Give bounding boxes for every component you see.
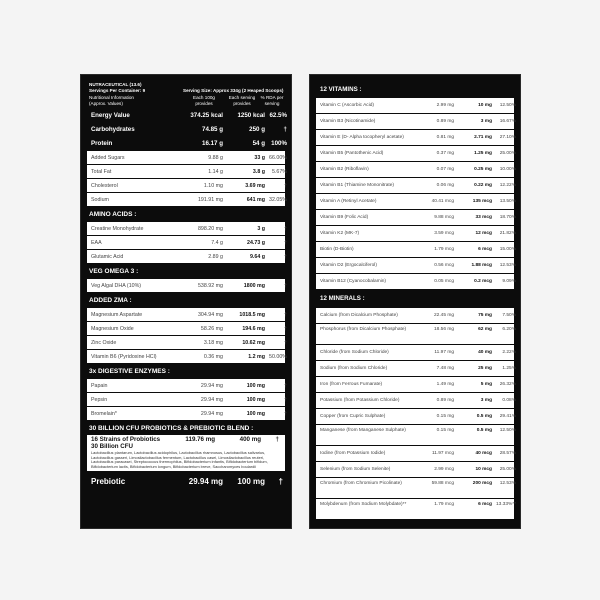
- row-name: Vitamin C (Ascorbic Acid): [320, 103, 375, 108]
- row-name: Vitamin B12 (Cyanocobalamin): [320, 279, 387, 284]
- row-rda: †: [284, 382, 287, 389]
- table-row: [316, 307, 514, 323]
- row-rda: 10.00%: [499, 167, 516, 172]
- row-name: Glutamic Acid: [91, 253, 124, 260]
- table-row: [316, 392, 514, 408]
- table-row: [87, 192, 285, 206]
- row-per-100g: 0.15 mg: [436, 414, 454, 419]
- table-row: [87, 307, 285, 321]
- table-row: [316, 225, 514, 241]
- table-row: [316, 477, 514, 498]
- table-row: [316, 145, 514, 161]
- row-per-100g: 374.25 kcal: [190, 112, 223, 119]
- row-per-serving: 3 mg: [480, 119, 492, 124]
- row-name: Vitamin D2 (Ergocalciferol): [320, 263, 377, 268]
- table-row: [87, 321, 285, 335]
- section-title-vitamins: 12 VITAMINS :: [316, 81, 514, 97]
- row-per-serving: 1800 mg: [243, 282, 265, 289]
- row-per-100g: 11.97 mg: [434, 350, 454, 355]
- row-name: Phosphorus (from Dicalcium Phosphate): [320, 327, 407, 332]
- row-per-100g: 16.17 g: [202, 140, 223, 147]
- row-per-100g: 11.97 mcg: [431, 451, 454, 456]
- row-rda: 29.41%: [499, 414, 516, 419]
- row-rda: 6.20%: [502, 327, 516, 332]
- row-name: Iron (from Ferrous Fumarate): [320, 382, 383, 387]
- row-rda: 2.22%: [502, 350, 516, 355]
- row-rda: 21.82%: [499, 231, 516, 236]
- nutrition-info-label: Nutritional Information (Approx. Values): [89, 95, 134, 106]
- row-per-serving: 12 mcg: [475, 231, 492, 236]
- column-header-per-serving: Each serving provides: [228, 95, 256, 106]
- row-rda: †: [284, 282, 287, 289]
- row-rda: 100%: [271, 140, 287, 147]
- row-per-100g: 3.18 mg: [203, 339, 223, 346]
- row-per-100g: 9.88 mcg: [434, 215, 454, 220]
- row-name: Vitamin B9 (Folic Acid): [320, 215, 369, 220]
- table-row: [316, 177, 514, 193]
- energy-section: [87, 108, 285, 206]
- row-per-100g: 18.56 mg: [433, 327, 454, 332]
- table-row: [87, 108, 285, 122]
- row-rda: 28.57%: [499, 451, 516, 456]
- row-per-serving: 100 mg: [246, 410, 265, 417]
- brand-title: NUTRACEUTICAL (13.6): [89, 82, 142, 87]
- row-per-serving: 100 mg: [246, 396, 265, 403]
- row-name: Selenium (from Sodium Selenite): [320, 467, 391, 472]
- row-per-100g: 2.89 g: [208, 253, 223, 260]
- row-per-100g: 0.56 mcg: [434, 263, 454, 268]
- nutrition-panel-right: [309, 74, 521, 529]
- row-per-serving: 75 mg: [478, 313, 492, 318]
- table-row: [316, 161, 514, 177]
- row-name: Added Sugars: [91, 154, 125, 161]
- row-name: Creatine Monohydrate: [91, 225, 144, 232]
- row-per-100g: 7.48 mg: [436, 366, 454, 371]
- table-row: [87, 349, 285, 363]
- table-row: [316, 241, 514, 257]
- zma-section: [87, 307, 285, 363]
- row-per-serving: 54 g: [252, 140, 265, 147]
- table-row: [316, 323, 514, 344]
- amino-section: [87, 221, 285, 263]
- row-rda: 12.50%: [499, 103, 516, 108]
- row-per-serving: 0.2 mcg: [474, 279, 492, 284]
- row-rda: 1.25%: [502, 366, 516, 371]
- row-per-100g: 0.37 mg: [436, 151, 454, 156]
- row-name: Calcium (from Dicalcium Phosphate): [320, 313, 398, 318]
- row-name: Zinc Oxide: [91, 339, 117, 346]
- probiotics-v3: †: [275, 436, 279, 443]
- row-name: Total Fat: [91, 168, 112, 175]
- table-row: [87, 178, 285, 192]
- section-title-probiotics: 30 BILLION CFU PROBIOTICS & PREBIOTIC BLEND :: [87, 420, 285, 435]
- row-per-serving: 100 mg: [246, 382, 265, 389]
- row-per-serving: 62 mg: [478, 327, 492, 332]
- row-rda: †: [284, 396, 287, 403]
- row-per-100g: 0.07 mg: [436, 167, 454, 172]
- row-rda: †: [284, 253, 287, 260]
- row-name: Iodine (from Potassium Iodide): [320, 451, 386, 456]
- row-rda: 16.67%: [499, 119, 516, 124]
- row-rda: †: [284, 225, 287, 232]
- row-per-100g: 0.89 mg: [436, 119, 454, 124]
- row-name: Sodium: [91, 196, 109, 203]
- table-row: [316, 344, 514, 360]
- table-row: [316, 97, 514, 113]
- nutrition-panel-left: [80, 74, 292, 529]
- row-rda: 0.08%: [502, 398, 516, 403]
- row-per-100g: 0.05 mcg: [434, 279, 454, 284]
- table-row: [316, 461, 514, 477]
- row-per-serving: 200 mcg: [472, 481, 492, 486]
- row-per-100g: 29.94 mg: [200, 396, 223, 403]
- table-row: [316, 257, 514, 273]
- table-row: [316, 113, 514, 129]
- omega-section: [87, 278, 285, 292]
- row-per-100g: 0.89 mg: [436, 398, 454, 403]
- row-rda: 12.53%: [499, 263, 516, 268]
- probiotics-strain-list: Lactobacillus plantarum, Lactobacillus acidophilus, Lactobacillus rhamnosus, Lactobacillus salivarius, Lactobacillus gasseri, Limosilactobacillus fermentum, Lactobacillus casei, Limosilactobacillus reuteri, Lactobacillus paracasei, Streptococcus thermophilus, Bifidobacterium infantis, Bifidobacterium bifidum, Bifidobacterium lactis, Bifidobacterium longum, Bifidobacterium breve, Saccharomyces boulardii: [91, 450, 268, 469]
- row-per-100g: 2.99 mcg: [434, 467, 454, 472]
- prebiotic-row: [87, 471, 285, 491]
- row-rda: 12.22%: [499, 183, 516, 188]
- section-title-omega: VEG OMEGA 3 :: [87, 263, 285, 278]
- row-rda: 50.00%: [269, 353, 287, 360]
- table-row: [87, 278, 285, 292]
- row-rda: 12.53%: [499, 481, 516, 486]
- row-rda: 32.05%: [269, 196, 287, 203]
- row-name: Vitamin B1 (Thiamine Mononitrate): [320, 183, 395, 188]
- row-rda: 62.5%: [269, 112, 287, 119]
- prebiotic-v3: †: [278, 476, 283, 486]
- row-name: Protein: [91, 140, 113, 147]
- column-header-rda: % RDA per serving: [260, 95, 284, 106]
- table-row: [87, 406, 285, 420]
- row-per-serving: 9.64 g: [249, 253, 265, 260]
- row-per-serving: 1.25 mg: [474, 151, 492, 156]
- row-per-serving: 10 mcg: [475, 467, 492, 472]
- row-per-serving: 5 mg: [480, 382, 492, 387]
- prebiotic-v1: 29.94 mg: [188, 476, 223, 486]
- row-per-serving: 3 g: [257, 225, 265, 232]
- row-rda: 15.00%: [499, 247, 516, 252]
- row-per-serving: 0.5 mg: [476, 414, 492, 419]
- row-rda: †: [284, 410, 287, 417]
- row-name: Vitamin B2 (Riboflavin): [320, 167, 369, 172]
- row-name: EAA: [91, 239, 102, 246]
- row-per-serving: 0.5 mg: [476, 428, 492, 433]
- table-row: [87, 164, 285, 178]
- row-name: Vitamin K2 (MK-7): [320, 231, 360, 236]
- table-row: [316, 498, 514, 519]
- section-title-zma: ADDED ZMA :: [87, 292, 285, 307]
- row-rda: †: [284, 182, 287, 189]
- row-per-100g: 7.4 g: [211, 239, 223, 246]
- row-per-100g: 898.20 mg: [197, 225, 223, 232]
- row-name: Energy Value: [91, 112, 130, 119]
- row-per-100g: 0.36 mg: [203, 353, 223, 360]
- table-row: [87, 335, 285, 349]
- row-per-serving: 1250 kcal: [237, 112, 265, 119]
- row-rda: 5.67%: [271, 168, 287, 175]
- row-rda: †: [284, 311, 287, 318]
- row-rda: 25.00%: [499, 467, 516, 472]
- row-name: Chromium (from Chromium Picolinate): [320, 481, 402, 486]
- row-name: Vitamin B5 (Pantothenic Acid): [320, 151, 384, 156]
- row-per-100g: 3.59 mcg: [434, 231, 454, 236]
- column-header-per-100g: Each 100g provides: [193, 95, 215, 106]
- row-name: Bromelain*: [91, 410, 117, 417]
- row-per-serving: 33 mcg: [475, 215, 492, 220]
- row-per-serving: 24.73 g: [247, 239, 265, 246]
- table-row: [87, 136, 285, 150]
- row-name: Veg Algal DHA (10%): [91, 282, 142, 289]
- row-per-serving: 1.2 mg: [248, 353, 265, 360]
- row-name: Potassium (from Potassium Chloride): [320, 398, 400, 403]
- row-per-serving: 0.22 mg: [474, 183, 492, 188]
- row-per-100g: 1.79 mcg: [434, 502, 454, 507]
- table-row: [87, 249, 285, 263]
- row-rda: 13.33%**: [495, 502, 516, 507]
- row-per-serving: 40 mcg: [475, 451, 492, 456]
- row-rda: 18.70%: [499, 215, 516, 220]
- row-per-100g: 1.79 mcg: [434, 247, 454, 252]
- row-per-100g: 29.94 mg: [200, 382, 223, 389]
- row-per-serving: 250 g: [249, 126, 265, 133]
- row-per-serving: 1018.5 mg: [239, 311, 265, 318]
- prebiotic-name: Prebiotic: [91, 476, 126, 486]
- row-per-100g: 304.94 mg: [197, 311, 223, 318]
- probiotics-strain-title: 16 Strains of Probiotics: [91, 436, 161, 443]
- table-row: [87, 392, 285, 406]
- serving-size: Serving Size: Approx 334g (2 Heaped Scoops): [183, 88, 284, 93]
- row-rda: †: [284, 239, 287, 246]
- row-per-serving: 2.71 mg: [474, 135, 492, 140]
- row-per-serving: 10.62 mg: [242, 339, 265, 346]
- row-per-serving: 0.25 mg: [474, 167, 492, 172]
- minerals-section: [316, 307, 514, 519]
- probiotics-v1: 119.76 mg: [185, 436, 215, 443]
- row-per-serving: 33 g: [254, 154, 265, 161]
- table-row: [87, 122, 285, 136]
- row-per-serving: 40 mg: [478, 350, 492, 355]
- row-rda: †: [284, 339, 287, 346]
- table-row: [87, 235, 285, 249]
- prebiotic-v2: 100 mg: [237, 476, 265, 486]
- row-name: Sodium (from Sodium Chloride): [320, 366, 388, 371]
- row-per-100g: 22.45 mg: [433, 313, 454, 318]
- table-row: [316, 193, 514, 209]
- row-per-100g: 40.41 mcg: [431, 199, 454, 204]
- table-row: [316, 424, 514, 445]
- row-name: Vitamin A (Retinyl Acetate): [320, 199, 377, 204]
- table-row: [316, 209, 514, 225]
- row-per-serving: 3.8 g: [252, 168, 265, 175]
- row-per-100g: 0.06 mg: [436, 183, 454, 188]
- table-row: [87, 221, 285, 235]
- table-row: [316, 408, 514, 424]
- row-rda: †: [284, 325, 287, 332]
- table-row: [316, 360, 514, 376]
- enzymes-section: [87, 378, 285, 420]
- row-name: Magnesium Aspartate: [91, 311, 143, 318]
- table-row: [316, 376, 514, 392]
- label-header: [87, 81, 285, 108]
- row-per-100g: 59.88 mcg: [431, 481, 454, 486]
- servings-per-container: Servings Per Container: 9: [89, 88, 146, 93]
- section-title-enzymes: 3x DIGESTIVE ENZYMES :: [87, 363, 285, 378]
- row-rda: †: [283, 126, 287, 133]
- row-rda: 25.00%: [499, 151, 516, 156]
- row-name: Pepsin: [91, 396, 108, 403]
- row-per-serving: 194.6 mg: [242, 325, 265, 332]
- row-per-serving: 3 mg: [480, 398, 492, 403]
- row-rda: 7.50%: [502, 313, 516, 318]
- row-name: Copper (from Cupric Sulphate): [320, 414, 386, 419]
- row-per-serving: 6 mcg: [478, 247, 492, 252]
- section-title-minerals: 12 MINERALS :: [316, 289, 514, 307]
- row-name: Manganese (from Manganese Sulphate): [320, 428, 406, 433]
- row-name: Biotin (D-Biotin): [320, 247, 354, 252]
- row-per-serving: 135 mcg: [472, 199, 492, 204]
- row-per-100g: 58.26 mg: [200, 325, 223, 332]
- row-rda: 27.10%: [499, 135, 516, 140]
- vitamins-section: [316, 97, 514, 289]
- row-per-100g: 9.88 g: [208, 154, 223, 161]
- row-name: Molybdenum (from Sodium Molybdate)**: [320, 502, 407, 507]
- table-row: [87, 150, 285, 164]
- row-per-100g: 0.15 mg: [436, 428, 454, 433]
- table-row: [316, 273, 514, 289]
- table-row: [316, 445, 514, 461]
- row-rda: 13.50%: [499, 199, 516, 204]
- row-per-serving: 3.69 mg: [245, 182, 265, 189]
- row-per-100g: 191.91 mg: [197, 196, 223, 203]
- row-rda: 26.32%: [499, 382, 516, 387]
- row-name: Cholesterol: [91, 182, 118, 189]
- probiotics-v2: 400 mg: [239, 436, 261, 443]
- row-per-serving: 641 mg: [246, 196, 265, 203]
- table-row: [316, 129, 514, 145]
- row-per-100g: 74.85 g: [202, 126, 223, 133]
- row-rda: 66.00%: [269, 154, 287, 161]
- row-rda: 12.50%: [499, 428, 516, 433]
- row-per-serving: 1.88 mcg: [471, 263, 492, 268]
- row-per-serving: 6 mcg: [478, 502, 492, 507]
- row-name: Carbohydrates: [91, 126, 135, 133]
- row-name: Vitamin B6 (Pyridoxine HCl): [91, 353, 157, 360]
- row-per-serving: 25 mg: [478, 366, 492, 371]
- row-name: Vitamin B3 (Nicotinamide): [320, 119, 376, 124]
- row-name: Magnesium Oxide: [91, 325, 134, 332]
- row-name: Chloride (from Sodium Chloride): [320, 350, 389, 355]
- row-per-100g: 29.94 mg: [200, 410, 223, 417]
- row-per-100g: 2.99 mg: [436, 103, 454, 108]
- section-title-amino: AMINO ACIDS :: [87, 206, 285, 221]
- row-per-100g: 1.10 mg: [203, 182, 223, 189]
- probiotics-cfu-title: 30 Billion CFU: [91, 442, 133, 450]
- probiotics-box: [87, 435, 285, 471]
- row-name: Vitamin E (D- Alpha tocopheryl acetate): [320, 135, 404, 140]
- row-name: Papain: [91, 382, 108, 389]
- row-rda: 9.09%: [502, 279, 516, 284]
- row-per-100g: 1.14 g: [208, 168, 223, 175]
- row-per-serving: 10 mg: [478, 103, 492, 108]
- row-per-100g: 1.49 mg: [436, 382, 454, 387]
- row-per-100g: 0.81 mg: [436, 135, 454, 140]
- table-row: [87, 378, 285, 392]
- row-per-100g: 538.92 mg: [197, 282, 223, 289]
